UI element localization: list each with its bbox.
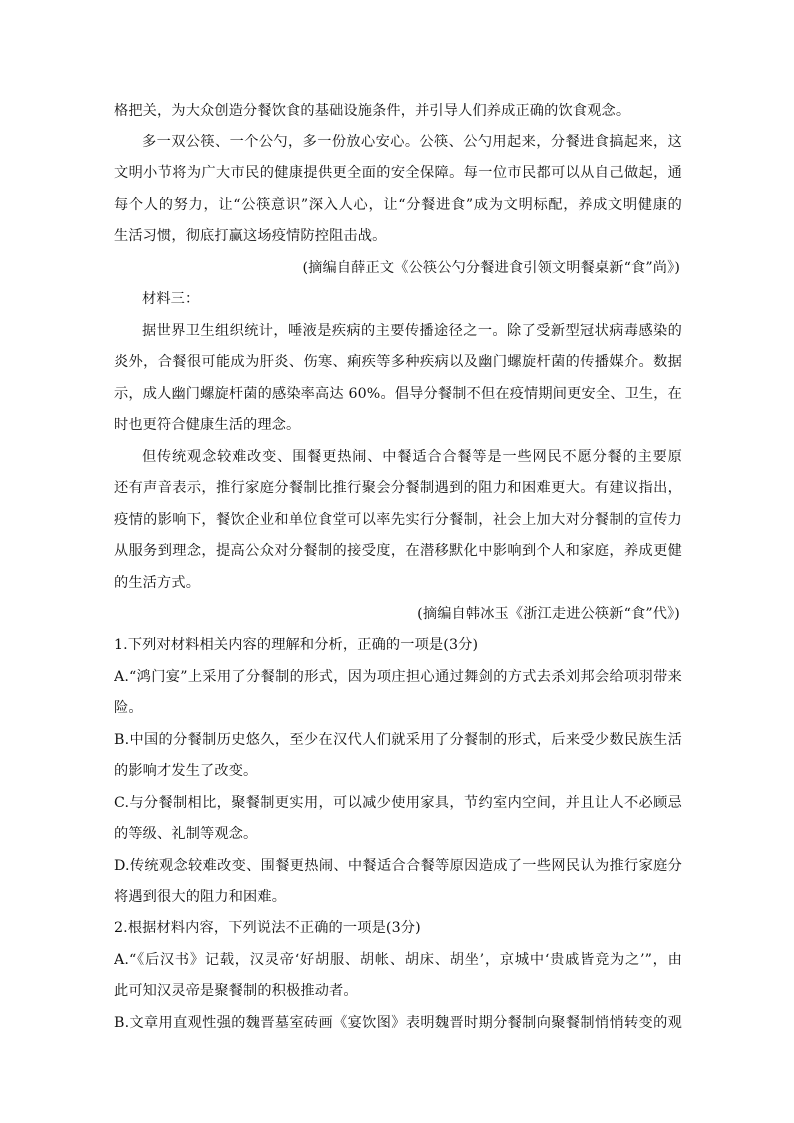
option-a: A.“《后汉书》记载，汉灵帝‘好胡服、胡帐、胡床、胡坐’，京城中‘贵戚皆竞为之’”，由: [114, 952, 682, 968]
paragraph-line: 还有声音表示，推行家庭分餐制比推行聚会分餐制遇到的阻力和困难更大。有建议指出，: [114, 480, 682, 496]
option-d-continued: 将遇到很大的阻力和困难。: [114, 889, 287, 905]
section-heading: 材料三：: [142, 291, 200, 307]
paragraph-line: 但传统观念较难改变、围餐更热闹、中餐适合合餐等是一些网民不愿分餐的主要原: [142, 449, 682, 465]
paragraph-line: 的生活方式。: [114, 575, 201, 591]
option-a-continued: 此可知汉灵帝是聚餐制的积极推动者。: [114, 983, 358, 999]
paragraph-line: 生活习惯，彻底打赢这场疫情防控阻击战。: [114, 228, 387, 244]
paragraph-line: 文明小节将为广大市民的健康提供更全面的安全保障。每一位市民都可以从自己做起，通: [114, 165, 682, 181]
paragraph-line: 从服务到理念，提高公众对分餐制的接受度，在潜移默化中影响到个人和家庭，养成更健: [114, 543, 682, 559]
paragraph-line: 示，成人幽门螺旋杆菌的感染率高达 60%。倡导分餐制不但在疫情期间更安全、卫生，在: [114, 386, 682, 402]
paragraph-line: 时也更符合健康生活的理念。: [114, 417, 301, 433]
question-stem: 2.根据材料内容，下列说法不正确的一项是(3分): [114, 920, 421, 936]
option-c: C.与分餐制相比，聚餐制更实用，可以减少使用家具，节约室内空间，并且让人不必顾忌: [114, 795, 682, 811]
paragraph-line: 疫情的影响下，餐饮企业和单位食堂可以率先实行分餐制，社会上加大对分餐制的宣传力: [114, 512, 682, 528]
question-stem: 1.下列对材料相关内容的理解和分析，正确的一项是(3分): [114, 637, 479, 653]
option-b-continued: 的影响才发生了改变。: [114, 763, 258, 779]
option-b: B.中国的分餐制历史悠久，至少在汉代人们就采用了分餐制的形式，后来受少数民族生活: [114, 732, 682, 748]
option-c-continued: 的等级、礼制等观念。: [114, 826, 258, 842]
paragraph-line: 格把关，为大众创造分餐饮食的基础设施条件，并引导人们养成正确的饮食观念。: [114, 103, 631, 119]
paragraph-line: 据世界卫生组织统计，唾液是疾病的主要传播途径之一。除了受新型冠状病毒感染的: [142, 323, 682, 339]
source-citation: (摘编自韩冰玉《浙江走进公筷新“食”代》): [417, 606, 680, 622]
option-a: A.“鸿门宴”上采用了分餐制的形式，因为项庄担心通过舞剑的方式去杀刘邦会给项羽带来: [114, 669, 682, 685]
paragraph-line: 每个人的努力，让“公筷意识”深入人心，让“分餐进食”成为文明标配，养成文明健康的: [114, 197, 682, 213]
paragraph-line: 多一双公筷、一个公勺，多一份放心安心。公筷、公勺用起来，分餐进食搞起来，这: [142, 134, 682, 150]
option-b: B.文章用直观性强的魏晋墓室砖画《宴饮图》表明魏晋时期分餐制向聚餐制悄悄转变的观: [114, 1015, 682, 1031]
option-d: D.传统观念较难改变、围餐更热闹、中餐适合合餐等原因造成了一些网民认为推行家庭分: [114, 858, 682, 874]
paragraph-line: 炎外，合餐很可能成为肝炎、伤寒、痢疾等多种疾病以及幽门螺旋杆菌的传播媒介。数据: [114, 354, 682, 370]
option-a-continued: 险。: [114, 700, 143, 716]
source-citation: (摘编自薛正文《公筷公勺分餐进食引领文明餐桌新“食”尚》): [302, 260, 680, 276]
